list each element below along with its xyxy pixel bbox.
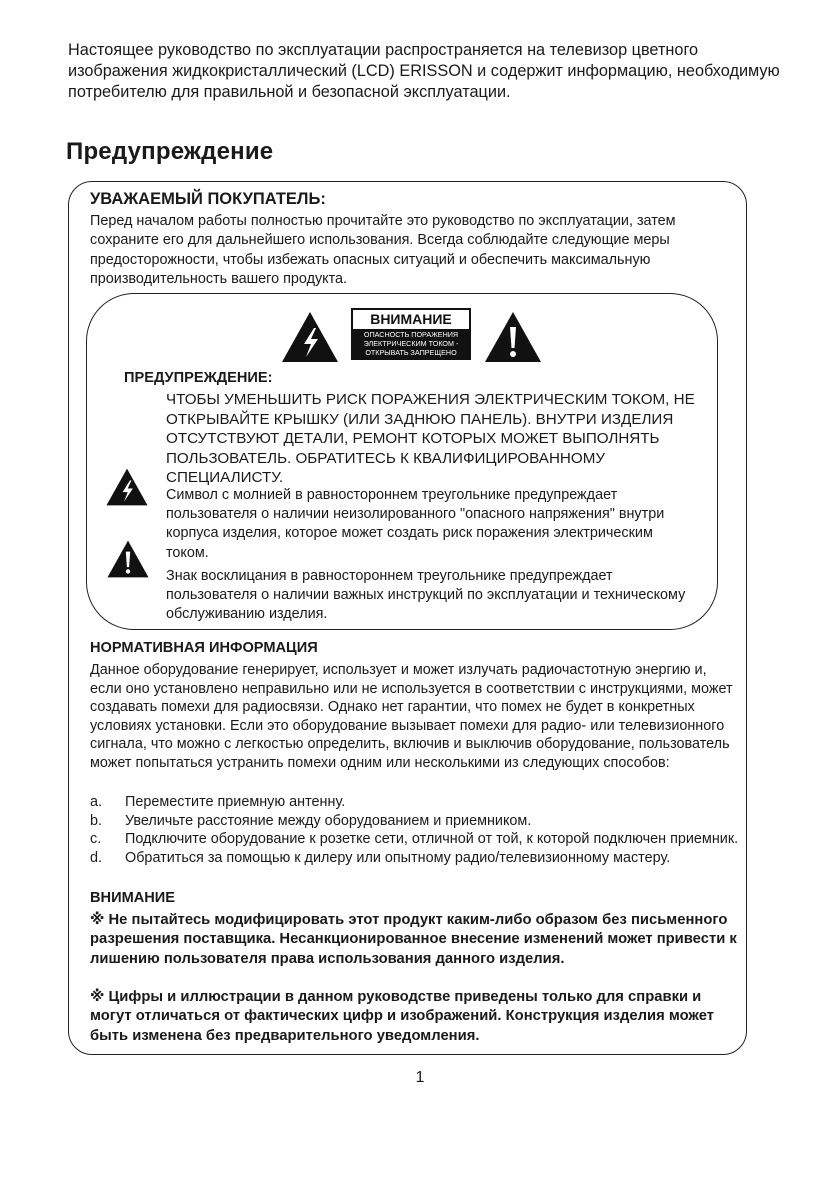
list-item [90,849,740,868]
attention-heading: ВНИМАНИЕ [90,890,176,906]
list-marker: c. [90,831,102,848]
lightning-symbol-icon [105,467,149,507]
lightning-warning-icon [280,310,340,364]
caution-badge-line: ОТКРЫВАТЬ ЗАПРЕЩЕНО [365,347,457,357]
list-text: Подключите оборудование к розетке сети, отличной от той, к которой подключен приемник. [125,831,739,848]
lightning-symbol-text: Символ с молнией в равностороннем треугольнике предупреждает пользователя о наличии неизолированного "опасного напряжения" внутри корпуса изделия, которое может создать риск поражения электрическим током. [166,487,665,561]
intro-paragraph: Настоящее руководство по эксплуатации распространяется на телевизор цветного изображения жидкокристаллический (LCD) ERISSON и содержит информацию, необходимую потребителю для правильной и безопасной эксплуатации. [68,41,780,101]
dear-customer-heading: УВАЖАЕМЫЙ ПОКУПАТЕЛЬ: [90,190,326,208]
normative-text: Данное оборудование генерирует, использует и может излучать радиочастотную энергию и, если оно установлено неправильно или не используется в соответствии с инструкциями, может создавать помехи для радиосвязи. Однако нет гарантии, что помех не будет в конкретных условиях установки. Если это оборудование вызывает помехи для радио- или телевизионного сигнала, что можно с легкостью определить, включив и выключив оборудование, пользователь может попытаться устранить помехи одним или несколькими из следующих способов: [90,662,733,771]
remedy-list [90,793,740,867]
exclamation-symbol-text: Знак восклицания в равностороннем треугольнике предупреждает пользователя о наличии важных инструкций по эксплуатации и техническому обслуживанию изделия. [166,568,686,623]
list-marker: b. [90,812,103,829]
list-marker: a. [90,794,103,810]
list-text: Увеличьте расстояние между оборудованием и приемником. [125,812,532,829]
section-title: Предупреждение [66,138,274,165]
attention-note-1: ※ Не пытайтесь модифицировать этот продукт каким-либо образом без письменного разрешения поставщика. Несанкционированное внесение изменений может привести к лишению пользователя права использования данного изделия. [90,912,737,967]
exclamation-warning-icon [483,310,543,364]
list-item [90,793,740,812]
attention-note-2: ※ Цифры и иллюстрации в данном руководстве приведены только для справки и могут отличаться от фактических цифр и изображений. Конструкция изделия может быть изменена без предварительного уведомления. [90,989,715,1044]
caution-badge [351,308,471,360]
list-item [90,830,740,849]
list-item [90,812,740,831]
exclamation-symbol-icon [106,539,150,579]
dear-customer-text: Перед началом работы полностью прочитайте это руководство по эксплуатации, затем сохраните его для дальнейшего использования. Всегда соблюдайте следующие меры предосторожности, чтобы избежать опасных ситуаций и обеспечить максимальную производительность вашего продукта. [90,213,676,288]
warning-heading: ПРЕДУПРЕЖДЕНИЕ: [124,370,273,386]
caution-badge-line: ЭЛЕКТРИЧЕСКИМ ТОКОМ - [363,338,459,348]
caution-badge-line: ОПАСНОСТЬ ПОРАЖЕНИЯ [363,330,459,339]
list-marker: d. [90,849,103,866]
normative-heading: НОРМАТИВНАЯ ИНФОРМАЦИЯ [90,640,318,656]
warning-text: ЧТОБЫ УМЕНЬШИТЬ РИСК ПОРАЖЕНИЯ ЭЛЕКТРИЧЕСКИМ ТОКОМ, НЕ ОТКРЫВАЙТЕ КРЫШКУ (ИЛИ ЗАДНЮЮ ПАНЕЛЬ). ВНУТРИ ИЗДЕЛИЯ ОТСУТСТВУЮТ ДЕТАЛИ, РЕМОНТ КОТОРЫХ МОЖЕТ ВЫПОЛНЯТЬ ПОЛЬЗОВАТЕЛЬ. ОБРАТИТЕСЬ К КВАЛИФИЦИРОВАННОМУ СПЕЦИАЛИСТУ. [166,391,695,487]
page-number: 1 [415,1069,425,1086]
list-text: Переместите приемную антенну. [125,794,346,810]
caution-badge-title: ВНИМАНИЕ [353,310,469,329]
list-text: Обратиться за помощью к дилеру или опытному радио/телевизионному мастеру. [125,849,671,866]
